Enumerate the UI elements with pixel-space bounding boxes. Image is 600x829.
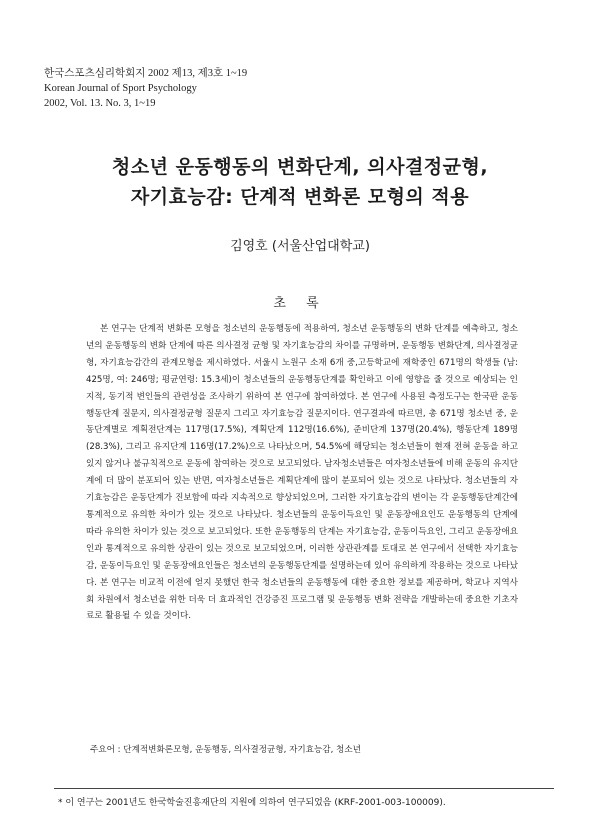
title-line-1: 청소년 운동행동의 변화단계, 의사결정균형,	[111, 156, 489, 178]
journal-header	[44, 66, 247, 111]
footnote-divider	[54, 788, 554, 789]
keywords: 주요어 : 단계적변화론모형, 운동행동, 의사결정균형, 자기효능감, 청소년	[90, 745, 361, 755]
funding-footnote: * 이 연구는 2001년도 한국학술진흥재단의 지원에 의하여 연구되었음 (KRF-2001-003-100009).	[58, 798, 446, 808]
abstract-body: 본 연구는 단계적 변화론 모형을 청소년의 운동행동에 적용하여, 청소년 운동행동의 변화 단계를 예측하고, 청소년의 운동행동의 변화 단계에 따른 의사결정 균형 및 자기효능감의 차이를 규명하며, 운동행동 변화단계, 의사결정균형, 자기효능감간의 관계모형을 제시하였다. 서울시 노원구 소재 6개 중,고등학교에 재학중인 671명의 학생들 (남: 425명, 여: 246명; 평균연령: 15.3세)이 청소년들의 운동행동단계를 확인하고 이에 영향을 줄 것으로 예상되는 인지적, 동기적 변인들의 관련성을 조사하기 위하여 본 연구에 참여하였다. 본 연구에 사용된 측정도구는 한국판 운동행동단계 질문지, 의사결정균형 질문지 그리고 자기효능감 질문지이다. 연구결과에 따르면, 총 671명 청소년 중, 운동단계별로 계획전단계는 117명(17.5%), 계획단계 112명(16.6%), 준비단계 137명(20.4%), 행동단계 189명(28.3%), 그리고 유지단계 116명(17.2%)으로 나타났으며, 54.5%에 해당되는 청소년들이 현재 전혀 운동을 하고 있지 않거나 불규칙적으로 운동에 참여하는 것으로 보고되었다. 남자청소년들은 여자청소년들에 비해 운동의 유지단계에 더 많이 분포되어 있는 반면, 여자청소년들은 계획단계에 많이 분포되어 있는 것으로 나타났다. 청소년들의 자기효능감은 운동단계가 진보함에 따라 지속적으로 향상되었으며, 그러한 자기효능감의 변이는 각 운동행동단계간에 통계적으로 유의한 차이가 있는 것으로 나타났다. 청소년들의 운동이득요인 및 운동장애요인도 운동행동의 단계에 따라 유의한 차이가 있는 것으로 보고되었다. 또한 운동행동의 단계는 자기효능감, 운동이득요인, 그리고 운동장애요인과 통계적으로 유의한 상관이 있는 것으로 보고되었으며, 이러한 상관관계를 토대로 본 연구에서 선택한 자기효능감, 운동이득요인 및 운동장애요인들은 청소년의 운동행동단계를 설명하는데 있어 유의하게 작용하는 것으로 나타났다. 본 연구는 비교적 이전에 얻지 못했던 한국 청소년들의 운동행동에 대한 중요한 정보를 제공하며, 학교나 지역사회 차원에서 청소년을 위한 더욱 더 효과적인 건강증진 프로그램 및 운동행동 변화 전략을 개발하는데 중요한 기초자료로 활용될 수 있을 것이다.	[86, 324, 518, 622]
abstract-heading: 초 록	[273, 296, 327, 311]
title-line-2: 자기효능감: 단계적 변화론 모형의 적용	[130, 186, 470, 208]
paper-title	[0, 152, 600, 212]
author-affiliation: 김영호 (서울산업대학교)	[230, 239, 370, 254]
journal-line-korean: 한국스포츠심리학회지 2002 제13, 제3호 1~19	[44, 68, 248, 79]
journal-line-english: Korean Journal of Sport Psychology	[44, 83, 197, 94]
journal-line-volume: 2002, Vol. 13. No. 3, 1~19	[44, 98, 156, 109]
